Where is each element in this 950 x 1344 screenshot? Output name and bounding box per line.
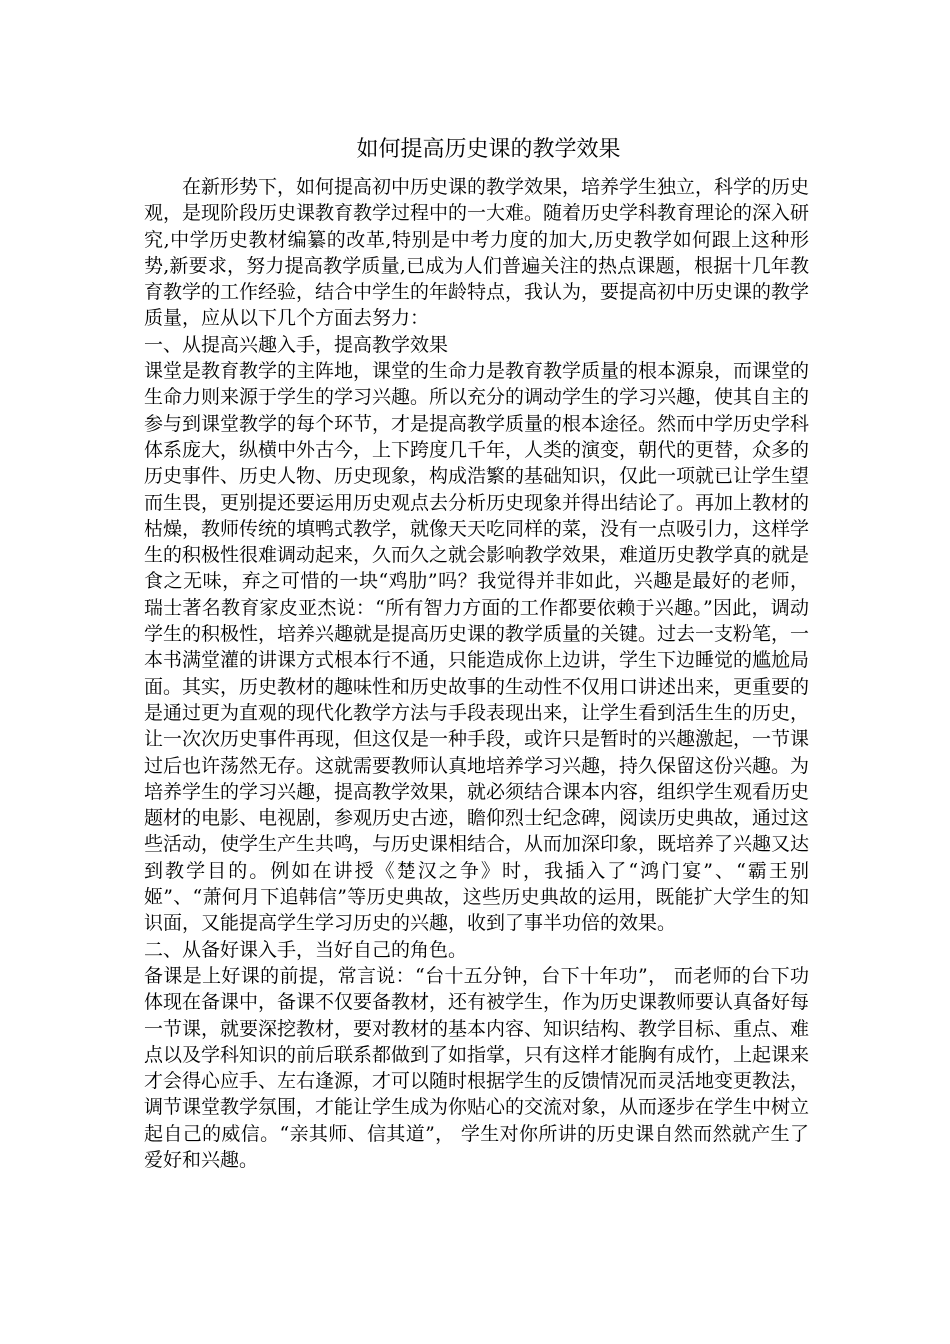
document-title: 如何提高历史课的教学效果 <box>356 137 621 162</box>
section-2-heading: 二、从备好课入手，当好自己的角色。 <box>144 938 468 961</box>
intro-paragraph: 在新形势下，如何提高初中历史课的教学效果，培养学生独立，科学的历史观，是现阶段历史课教育教学过程中的一大难。随着历史学科教育理论的深入研究,中学历史教材编纂的改革,特别是中考力度的加大,历史教学如何跟上这种形势,新要求，努力提高教学质量,已成为人们普遍关注的热点课题，根据十几年教育教学的工作经验，结合中学生的年龄特点，我认为，要提高初中历史课的教学质量，应从以下几个方面去努力： <box>144 176 810 330</box>
section-1-heading: 一、从提高兴趣入手，提高教学效果 <box>144 333 449 356</box>
section-1-body: 课堂是教育教学的主阵地，课堂的生命力是教育教学质量的根本源泉，而课堂的生命力则来源于学生的学习兴趣。所以充分的调动学生的学习兴趣，使其自主的参与到课堂教学的每个环节，才是提高教学质量的根本途径。然而中学历史学科体系庞大，纵横中外古今，上下跨度几千年，人类的演变，朝代的更替，众多的历史事件、历史人物、历史现象，构成浩繁的基础知识，仅此一项就已让学生望而生畏，更别提还要运用历史观点去分析历史现象并得出结论了。再加上教材的枯燥，教师传统的填鸭式教学，就像天天吃同样的菜，没有一点吸引力，这样学生的积极性很难调动起来，久而久之就会影响教学效果，难道历史教学真的就是食之无味，弃之可惜的一块“鸡肋”吗？我觉得并非如此，兴趣是最好的老师，瑞士著名教育家皮亚杰说：“所有智力方面的工作都要依赖于兴趣。”因此，调动学生的积极性，培养兴趣就是提高历史课的教学质量的关键。过去一支粉笔，一本书满堂灌的讲课方式根本行不通，只能造成你上边讲，学生下边睡觉的尴尬局面。其实，历史教材的趣味性和历史故事的生动性不仅用口讲述出来，更重要的是通过更为直观的现代化教学方法与手段表现出来，让学生看到活生生的历史，让一次次历史事件再现，但这仅是一种手段，或许只是暂时的兴趣激起，一节课过后也许荡然无存。这就需要教师认真地培养学习兴趣，持久保留这份兴趣。为培养学生的学习兴趣，提高教学效果，就必须结合课本内容，组织学生观看历史题材的电影、电视剧，参观历史古迹，瞻仰烈士纪念碑，阅读历史典故，通过这些活动，使学生产生共鸣，与历史课相结合，从而加深印象，既培养了兴趣又达到教学目的。例如在讲授《楚汉之争》时，我插入了“鸿门宴”、“霸王别姬”、“萧何月下追韩信”等历史典故，这些历史典故的运用，既能扩大学生的知识面，又能提高学生学习历史的兴趣，收到了事半功倍的效果。 <box>144 360 810 935</box>
section-2-body: 备课是上好课的前提，常言说：“台十五分钟，台下十年功”， 而老师的台下功体现在备课中，备课不仅要备教材，还有被学生，作为历史课教师要认真备好每一节课，就要深挖教材，要对教材的基本内容、知识结构、教学目标、重点、难点以及学科知识的前后联系都做到了如指掌，只有这样才能胸有成竹，上起课来才会得心应手、左右逢源，才可以随时根据学生的反馈情况而灵活地变更教法，调节课堂教学氛围，才能让学生成为你贴心的交流对象，从而逐步在学生中树立起自己的威信。“亲其师、信其道”， 学生对你所讲的历史课自然而然就产生了爱好和兴趣。 <box>144 964 810 1171</box>
document-page <box>144 132 809 1173</box>
